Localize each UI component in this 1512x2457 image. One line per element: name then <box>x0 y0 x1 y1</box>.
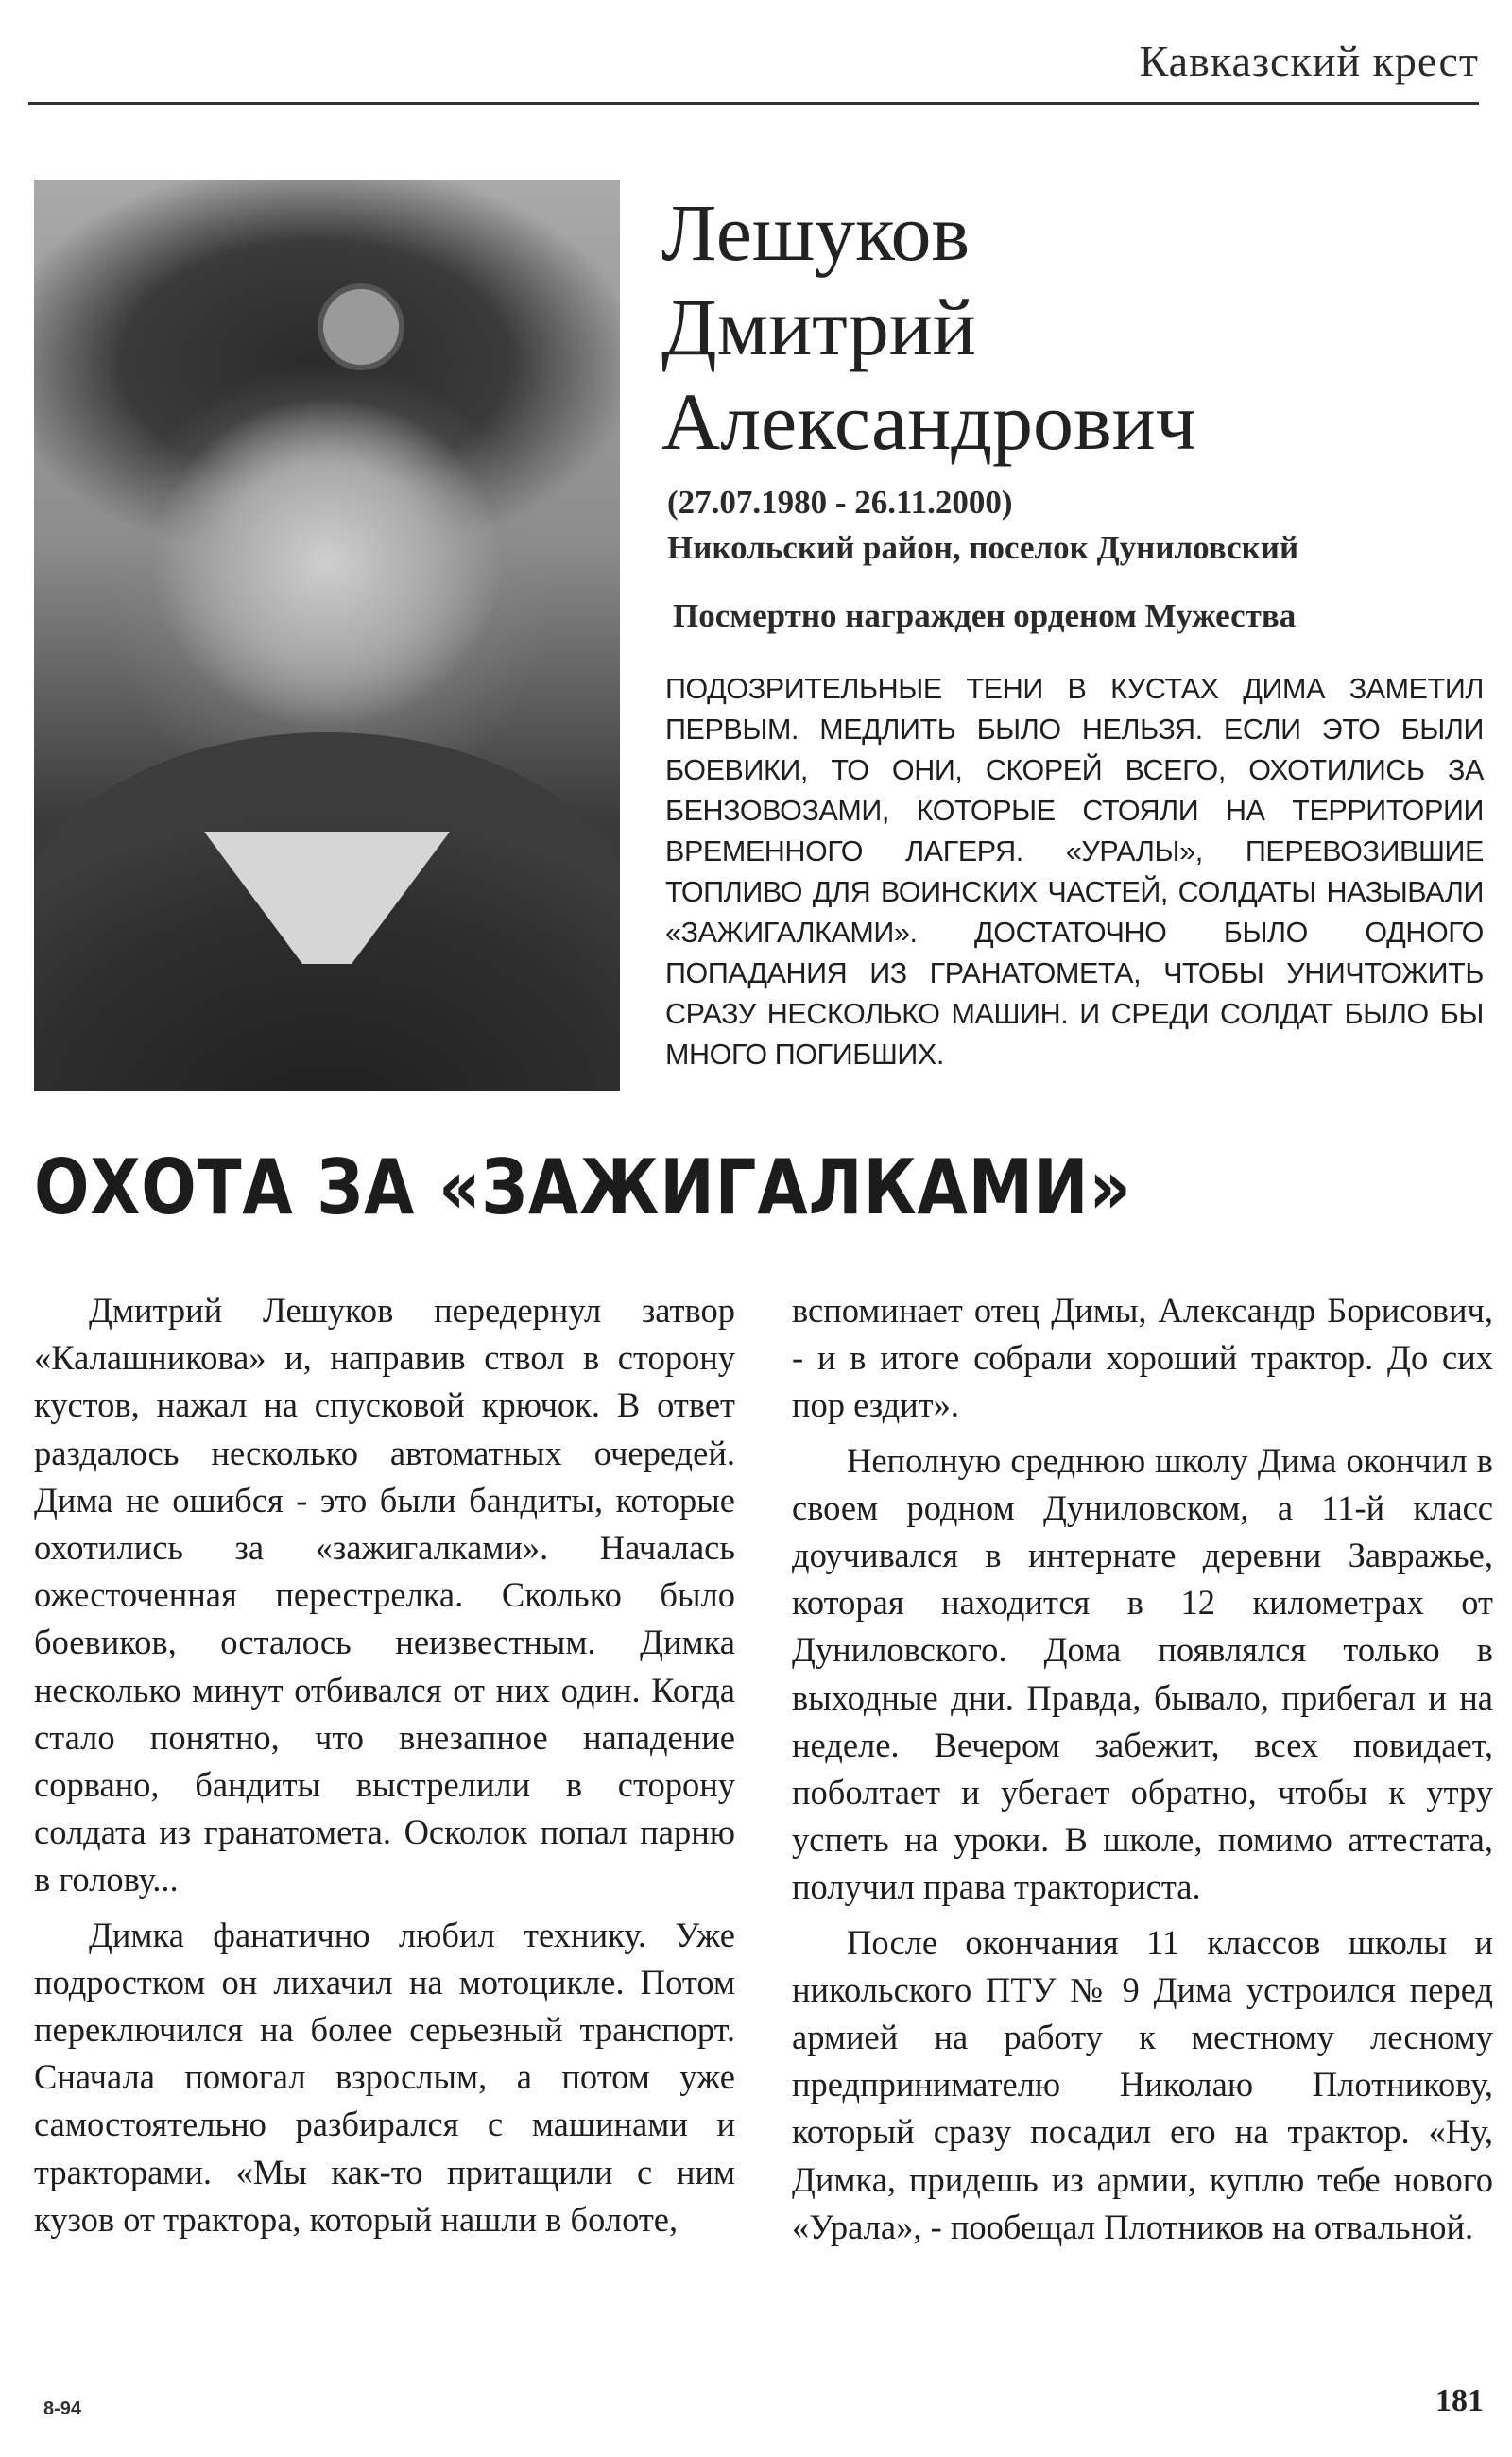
first-name: Дмитрий <box>662 282 976 372</box>
patronymic: Александрович <box>662 376 1196 467</box>
paragraph: Дмитрий Лешуков передернул затвор «Калашникова» и, направив ствол в сторону кустов, нажал на спусковой крючок. В ответ раздалось несколько автоматных очередей. Дима не ошибся - это были бандиты, которые охотились за «зажигалками». Началась ожесточенная перестрелка. Сколько было боевиков, осталось неизвестным. Димка несколько минут отбивался от них один. Когда стало понятно, что внезапное нападение сорвано, бандиты выстрелили в сторону солдата из гранатомета. Осколок попал парню в голову... <box>34 1291 735 1899</box>
article-column-left <box>34 1287 735 2243</box>
lead-paragraph: ПОДОЗРИТЕЛЬНЫЕ ТЕНИ В КУСТАХ ДИМА ЗАМЕТИЛ ПЕРВЫМ. МЕДЛИТЬ БЫЛО НЕЛЬЗЯ. ЕСЛИ ЭТО БЫЛИ БОЕВИКИ, ТО ОНИ, СКОРЕЙ ВСЕГО, ОХОТИЛИСЬ ЗА БЕНЗОВОЗАМИ, КОТОРЫЕ СТОЯЛИ НА ТЕРРИТОРИИ ВРЕМЕННОГО ЛАГЕРЯ. «УРАЛЫ», ПЕРЕВОЗИВШИЕ ТОПЛИВО ДЛЯ ВОИНСКИХ ЧАСТЕЙ, СОЛДАТЫ НАЗЫВАЛИ «ЗАЖИГАЛКАМИ». ДОСТАТОЧНО БЫЛО ОДНОГО ПОПАДАНИЯ ИЗ ГРАНАТОМЕТА, ЧТОБЫ УНИЧТОЖИТЬ СРАЗУ НЕСКОЛЬКО МАШИН. И СРЕДИ СОЛДАТ БЫЛО БЫ МНОГО ПОГИБШИХ. <box>665 673 1484 1071</box>
portrait-photo <box>34 180 620 1091</box>
article-column-right <box>792 1287 1493 2251</box>
award-note: Посмертно награжден орденом Мужества <box>673 597 1297 634</box>
footer-code: 8-94 <box>43 2398 82 2419</box>
running-header-title: Кавказский крест <box>1139 37 1479 85</box>
paragraph: Неполную среднюю школу Дима окончил в своем родном Дуниловском, а 11-й класс доучивался в интернате деревни Завражье, которая находится в 12 километрах от Дуниловского. Дома появлялся только в выходные дни. Правда, бывало, прибегал и на неделе. Вечером забежит, всех повидает, поболтает и убегает обратно, чтобы к утру успеть на уроки. В школе, помимо аттестата, получил права тракториста. <box>792 1440 1493 1907</box>
paragraph: вспоминает отец Димы, Александр Борисович, - и в итоге собрали хороший трактор. До сих пор ездит». <box>792 1291 1493 1425</box>
page-number: 181 <box>1435 2383 1484 2418</box>
surname: Лешуков <box>662 187 971 278</box>
paragraph: После окончания 11 классов школы и никольского ПТУ № 9 Дима устроился перед армией на работу к местному лесному предпринимателю Николаю Плотникову, который сразу посадил его на трактор. «Ну, Димка, придешь из армии, куплю тебе нового «Урала», - пообещал Плотников на отвальной. <box>792 1922 1493 2246</box>
header-divider <box>28 102 1479 105</box>
article-headline: ОХОТА ЗА «ЗАЖИГАЛКАМИ» <box>34 1143 1132 1231</box>
paragraph: Димка фанатично любил технику. Уже подростком он лихачил на мотоцикле. Потом переключился на более серьезный транспорт. Сначала помогал взрослым, а потом уже самостоятельно разбирался с машинами и тракторами. «Мы как-то притащили с ним кузов от трактора, который нашли в болоте, <box>34 1915 735 2239</box>
life-dates: (27.07.1980 - 26.11.2000) <box>667 484 1013 521</box>
person-name <box>662 185 1493 469</box>
cap-badge <box>318 284 404 370</box>
birthplace: Никольский район, поселок Дуниловский <box>667 529 1299 566</box>
